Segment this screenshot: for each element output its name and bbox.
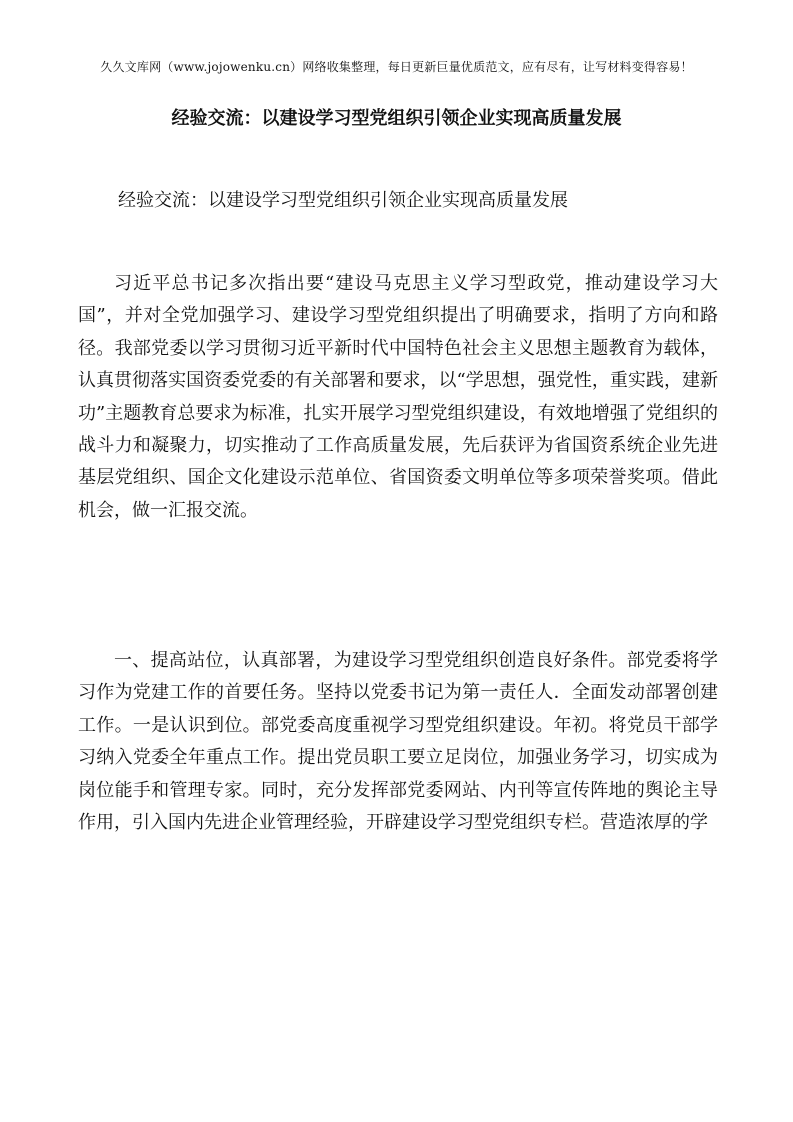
paragraph-section-one: 一、提高站位，认真部署，为建设学习型党组织创造良好条件。部党委将学习作为党建工作的首要任务。坚持以党委书记为第一责任人．全面发动部署创建工作。一是认识到位。部党委高度重视学习型党组织建设。年初。将党员干部学习纳入党委全年重点工作。提出党员职工要立足岗位，加强业务学习，切实成为岗位能手和管理专家。同时，充分发挥部党委网站、内刊等宣传阵地的舆论主导作用，引入国内先进企业管理经验，开辟建设学习型党组织专栏。营造浓厚的学 <box>78 650 718 834</box>
header-note: 久久文库网（www.jojowenku.cn）网络收集整理，每日更新巨量优质范文，应有尽有，让写材料变得容易！ <box>100 60 693 74</box>
paragraph-intro: 习近平总书记多次指出要“建设马克思主义学习型政党，推动建设学习大国”，并对全党加强学习、建设学习型党组织提出了明确要求，指明了方向和路径。我部党委以学习贯彻习近平新时代中国特色社会主义思想主题教育为载体，认真贯彻落实国资委党委的有关部署和要求，以“学思想，强党性，重实践，建新功”主题教育总要求为标准，扎实开展学习型党组织建设，有效地增强了党组织的战斗力和凝聚力，切实推动了工作高质量发展，先后获评为省国资系统企业先进基层党组织、国企文化建设示范单位、省国资委文明单位等多项荣誉奖项。借此机会，做一汇报交流。 <box>78 273 718 521</box>
document-title: 经验交流：以建设学习型党组织引领企业实现高质量发展 <box>171 108 622 129</box>
document-subtitle: 经验交流：以建设学习型党组织引领企业实现高质量发展 <box>118 190 568 211</box>
